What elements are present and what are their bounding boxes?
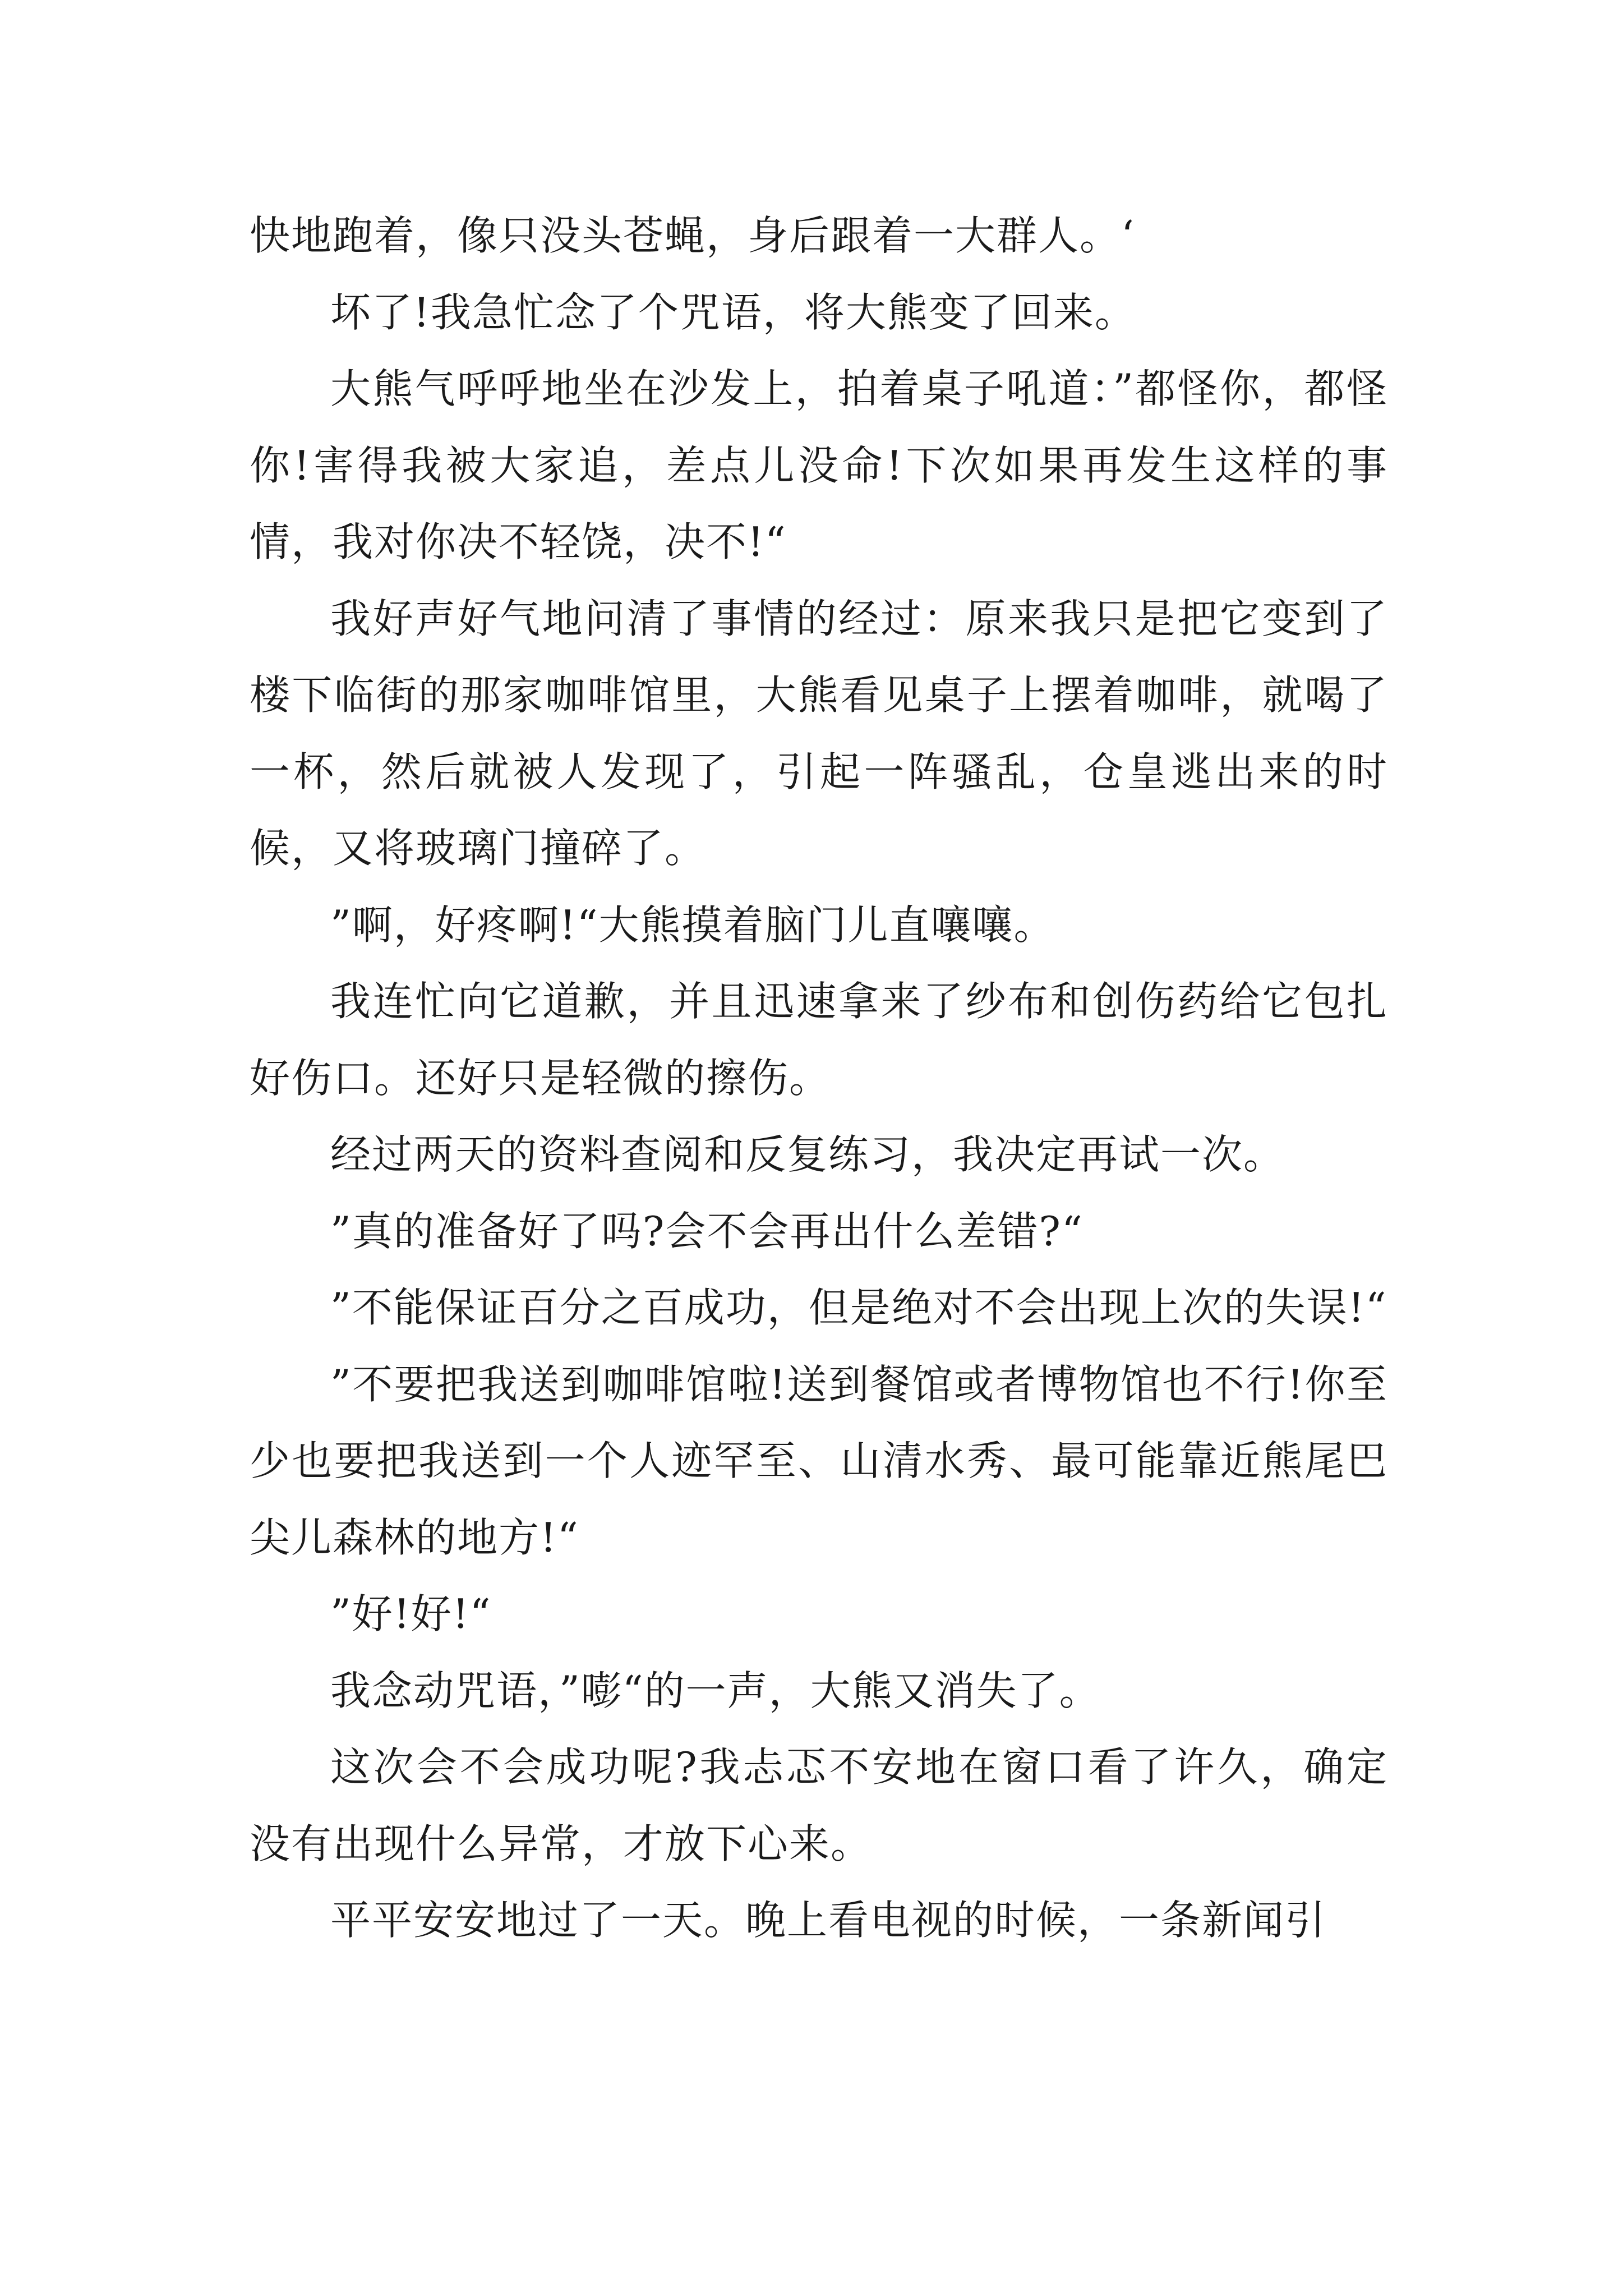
paragraph: ”不要把我送到咖啡馆啦!送到餐馆或者博物馆也不行!你至少也要把我送到一个人迹罕至、山清水秀、最可能靠近熊尾巴尖儿森林的地方!“ — [250, 1360, 1388, 1561]
paragraph: 我好声好气地问清了事情的经过：原来我只是把它变到了楼下临街的那家咖啡馆里，大熊看见桌子上摆着咖啡，就喝了一杯，然后就被人发现了，引起一阵骚乱，仓皇逃出来的时候，又将玻璃门撞碎了。 — [250, 595, 1388, 872]
paragraph: 坏了!我急忙念了个咒语，将大熊变了回来。 — [330, 288, 1136, 336]
paragraph: ”啊，好疼啊!“大熊摸着脑门儿直嚷嚷。 — [330, 901, 1055, 949]
paragraph: 平平安安地过了一天。晚上看电视的时候，一条新闻引 — [330, 1897, 1327, 1944]
paragraph: ”真的准备好了吗?会不会再出什么差错?“ — [330, 1207, 1083, 1255]
paragraph: ”好!好!“ — [330, 1590, 492, 1637]
body-text — [250, 197, 1388, 1959]
paragraph: 大熊气呼呼地坐在沙发上，拍着桌子吼道：”都怪你，都怪你!害得我被大家追，差点儿没命!下次如果再发生这样的事情，我对你决不轻饶，决不!“ — [250, 365, 1388, 565]
paragraph: 我念动咒语，”嘭“的一声，大熊又消失了。 — [330, 1667, 1101, 1714]
paragraph: 快地跑着，像只没头苍蝇，身后跟着一大群人。‘ — [250, 212, 1135, 259]
paragraph: 我连忙向它道歉，并且迅速拿来了纱布和创伤药给它包扎好伤口。还好只是轻微的擦伤。 — [250, 978, 1388, 1102]
paragraph: ”不能保证百分之百成功，但是绝对不会出现上次的失误!“ — [330, 1284, 1387, 1331]
paragraph: 这次会不会成功呢?我忐忑不安地在窗口看了许久，确定没有出现什么异常，才放下心来。 — [250, 1743, 1388, 1867]
paragraph: 经过两天的资料查阅和反复练习，我决定再试一次。 — [330, 1131, 1285, 1178]
